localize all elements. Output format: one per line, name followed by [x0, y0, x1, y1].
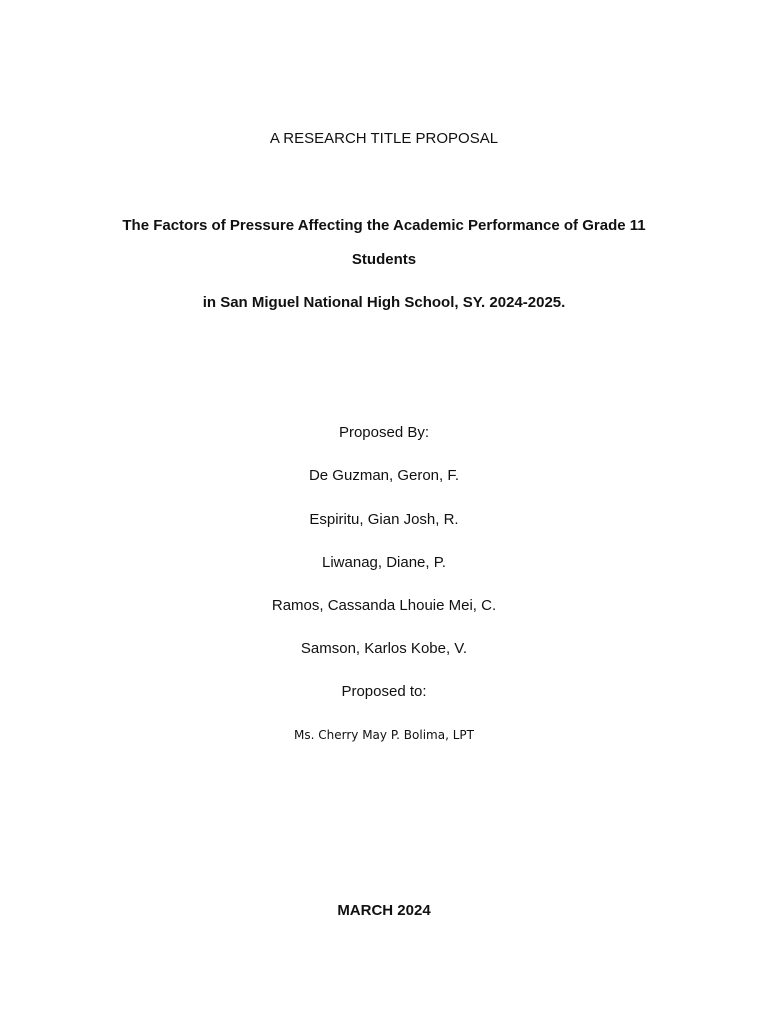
proposed-by-label: Proposed By:: [338, 424, 430, 441]
document-date: MARCH 2024: [337, 902, 431, 919]
research-title-line-3: in San Miguel National High School, SY. 2024-2025.: [202, 294, 566, 311]
author-name: De Guzman, Geron, F.: [308, 467, 460, 484]
document-heading: A RESEARCH TITLE PROPOSAL: [269, 130, 499, 147]
author-name: Liwanag, Diane, P.: [322, 554, 446, 571]
author-name: Samson, Karlos Kobe, V.: [300, 640, 468, 657]
research-title-line-1: The Factors of Pressure Affecting the Academic Performance of Grade 11: [122, 217, 646, 234]
author-name: Espiritu, Gian Josh, R.: [309, 511, 459, 528]
author-name: Ramos, Cassanda Lhouie Mei, C.: [271, 597, 497, 614]
adviser-name: Ms. Cherry May P. Bolima, LPT: [294, 728, 474, 742]
research-title-line-2: Students: [351, 251, 417, 268]
proposed-to-label: Proposed to:: [341, 683, 427, 700]
